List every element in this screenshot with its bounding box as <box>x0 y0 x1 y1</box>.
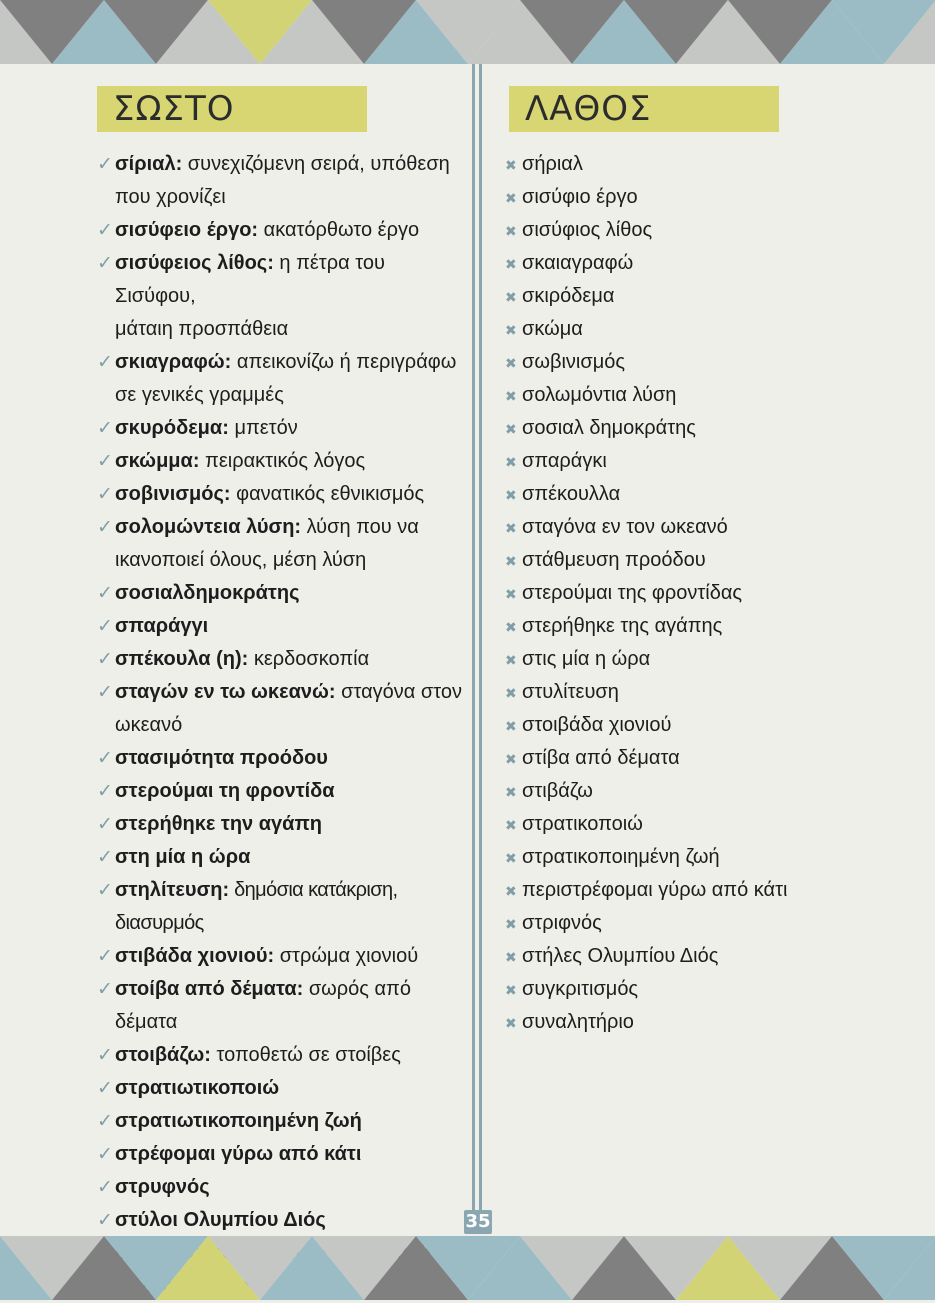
correct-entry <box>97 940 470 973</box>
top-triangle-border <box>0 0 935 64</box>
correct-term: στρυφνός <box>115 1176 210 1198</box>
correct-definition-continued: μάταιη προσπάθεια <box>115 318 289 340</box>
cross-icon: ✖ <box>505 355 517 371</box>
checkmark-icon: ✓ <box>97 748 113 769</box>
correct-term: σκώμμα: <box>115 450 200 472</box>
wrong-entry <box>505 445 925 478</box>
correct-definition: σωρός από δέματα <box>115 978 411 1033</box>
checkmark-icon: ✓ <box>97 253 113 274</box>
wrong-entry <box>505 1006 925 1039</box>
cross-icon: ✖ <box>505 850 517 866</box>
cross-icon: ✖ <box>505 454 517 470</box>
wrong-term: στερήθηκε της αγάπης <box>522 615 723 637</box>
wrong-term: σκαιαγραφώ <box>522 252 634 274</box>
correct-definition-continued: που χρονίζει <box>115 186 226 208</box>
correct-term: σταγών εν τω ωκεανώ: <box>115 681 336 703</box>
correct-term: στασιμότητα προόδου <box>115 747 328 769</box>
correct-term: σπαράγγι <box>115 615 209 637</box>
checkmark-icon: ✓ <box>97 1177 113 1198</box>
wrong-term: στάθμευση προόδου <box>522 549 706 571</box>
wrong-term: σωβινισμός <box>522 351 625 373</box>
wrong-term: σταγόνα εν τον ωκεανό <box>522 516 728 538</box>
correct-definition: δημόσια κατάκριση, διασυρμός <box>115 879 398 934</box>
checkmark-icon: ✓ <box>97 1144 113 1165</box>
correct-entry <box>97 1138 470 1171</box>
wrong-term: συναλητήριο <box>522 1011 634 1033</box>
checkmark-icon: ✓ <box>97 352 113 373</box>
wrong-term: σισύφιο έργο <box>522 186 638 208</box>
correct-term: στρέφομαι γύρω από κάτι <box>115 1143 362 1165</box>
checkmark-icon: ✓ <box>97 220 113 241</box>
checkmark-icon: ✓ <box>97 979 113 1000</box>
correct-entry <box>97 247 470 346</box>
wrong-term: σπέκουλλα <box>522 483 621 505</box>
cross-icon: ✖ <box>505 1015 517 1031</box>
wrong-entry <box>505 742 925 775</box>
correct-entry <box>97 841 470 874</box>
wrong-term: στρατικοποιώ <box>522 813 643 835</box>
wrong-entry <box>505 511 925 544</box>
correct-entry <box>97 610 470 643</box>
wrong-entry <box>505 610 925 643</box>
checkmark-icon: ✓ <box>97 781 113 802</box>
correct-entry <box>97 1204 470 1237</box>
correct-definition: απεικονίζω ή περιγράφω <box>231 351 457 373</box>
wrong-entry <box>505 808 925 841</box>
checkmark-icon: ✓ <box>97 880 113 901</box>
checkmark-icon: ✓ <box>97 616 113 637</box>
correct-entry <box>97 214 470 247</box>
wrong-term: στυλίτευση <box>522 681 619 703</box>
wrong-term: στις μία η ώρα <box>522 648 651 670</box>
cross-icon: ✖ <box>505 421 517 437</box>
correct-term: σκυρόδεμα: <box>115 417 229 439</box>
wrong-entry <box>505 907 925 940</box>
checkmark-icon: ✓ <box>97 814 113 835</box>
wrong-entry <box>505 841 925 874</box>
wrong-entry <box>505 412 925 445</box>
wrong-term: σκώμα <box>522 318 583 340</box>
wrong-entry <box>505 643 925 676</box>
cross-icon: ✖ <box>505 520 517 536</box>
correct-definition: σταγόνα στον <box>335 681 462 703</box>
correct-entry <box>97 1105 470 1138</box>
correct-term: στοιβάζω: <box>115 1044 211 1066</box>
correct-entry <box>97 808 470 841</box>
wrong-entry <box>505 676 925 709</box>
wrong-entry <box>505 313 925 346</box>
wrong-term: στριφνός <box>522 912 602 934</box>
correct-term: σοσιαλδημοκράτης <box>115 582 300 604</box>
cross-icon: ✖ <box>505 157 517 173</box>
correct-entry <box>97 676 470 742</box>
wrong-header-label: ΛΑΘΟΣ <box>525 89 652 129</box>
wrong-term: στήλες Ολυμπίου Διός <box>522 945 719 967</box>
correct-entry <box>97 643 470 676</box>
correct-term: σοβινισμός: <box>115 483 231 505</box>
checkmark-icon: ✓ <box>97 847 113 868</box>
correct-term: στιβάδα χιονιού: <box>115 945 275 967</box>
wrong-entry <box>505 478 925 511</box>
correct-term: στρατιωτικοποιημένη ζωή <box>115 1110 362 1132</box>
wrong-entry <box>505 247 925 280</box>
cross-icon: ✖ <box>505 916 517 932</box>
wrong-entry <box>505 379 925 412</box>
wrong-term: σολωμόντια λύση <box>522 384 677 406</box>
correct-definition: κερδοσκοπία <box>248 648 370 670</box>
cross-icon: ✖ <box>505 190 517 206</box>
wrong-entry <box>505 709 925 742</box>
correct-entry <box>97 973 470 1039</box>
correct-definition: φανατικός εθνικισμός <box>230 483 425 505</box>
cross-icon: ✖ <box>505 949 517 965</box>
wrong-entry <box>505 346 925 379</box>
wrong-term: συγκριτισμός <box>522 978 639 1000</box>
checkmark-icon: ✓ <box>97 517 113 538</box>
checkmark-icon: ✓ <box>97 649 113 670</box>
cross-icon: ✖ <box>505 322 517 338</box>
correct-definition: μπετόν <box>228 417 298 439</box>
cross-icon: ✖ <box>505 586 517 602</box>
wrong-term: σισύφιος λίθος <box>522 219 653 241</box>
cross-icon: ✖ <box>505 751 517 767</box>
cross-icon: ✖ <box>505 982 517 998</box>
cross-icon: ✖ <box>505 685 517 701</box>
checkmark-icon: ✓ <box>97 154 113 175</box>
correct-column-header <box>97 86 367 132</box>
checkmark-icon: ✓ <box>97 946 113 967</box>
wrong-entry <box>505 214 925 247</box>
correct-term: στερούμαι τη φροντίδα <box>115 780 335 802</box>
wrong-term: σπαράγκι <box>522 450 607 472</box>
wrong-list <box>505 148 925 1039</box>
column-divider <box>470 64 484 1210</box>
correct-definition: ακατόρθωτο έργο <box>258 219 420 241</box>
wrong-entry <box>505 544 925 577</box>
cross-icon: ✖ <box>505 553 517 569</box>
correct-definition: πειρακτικός λόγος <box>199 450 366 472</box>
correct-definition: λύση που να <box>301 516 419 538</box>
correct-definition: η πέτρα του Σισύφου, <box>115 252 385 307</box>
wrong-term: σοσιαλ δημοκράτης <box>522 417 696 439</box>
correct-entry <box>97 412 470 445</box>
wrong-entry <box>505 940 925 973</box>
cross-icon: ✖ <box>505 652 517 668</box>
correct-entry <box>97 346 470 412</box>
wrong-term: σήριαλ <box>522 153 583 175</box>
cross-icon: ✖ <box>505 487 517 503</box>
correct-term: στοίβα από δέματα: <box>115 978 304 1000</box>
wrong-term: σκιρόδεμα <box>522 285 615 307</box>
cross-icon: ✖ <box>505 817 517 833</box>
correct-term: στηλίτευση: <box>115 879 230 901</box>
correct-entry <box>97 478 470 511</box>
correct-entry <box>97 445 470 478</box>
wrong-entry <box>505 577 925 610</box>
cross-icon: ✖ <box>505 256 517 272</box>
correct-definition: στρώμα χιονιού <box>274 945 419 967</box>
correct-entry <box>97 148 470 214</box>
wrong-entry <box>505 775 925 808</box>
correct-definition: τοποθετώ σε στοίβες <box>210 1044 401 1066</box>
wrong-term: στερούμαι της φροντίδας <box>522 582 743 604</box>
wrong-term: στιβάζω <box>522 780 593 802</box>
wrong-term: στοιβάδα χιονιού <box>522 714 672 736</box>
correct-term: στρατιωτικοποιώ <box>115 1077 280 1099</box>
correct-entry <box>97 775 470 808</box>
checkmark-icon: ✓ <box>97 1210 113 1231</box>
correct-definition-continued: σε γενικές γραμμές <box>115 384 284 406</box>
cross-icon: ✖ <box>505 784 517 800</box>
correct-entry <box>97 874 470 940</box>
cross-icon: ✖ <box>505 883 517 899</box>
correct-definition: συνεχιζόμενη σειρά, υπόθεση <box>182 153 450 175</box>
checkmark-icon: ✓ <box>97 1078 113 1099</box>
wrong-entry <box>505 148 925 181</box>
correct-entry <box>97 577 470 610</box>
checkmark-icon: ✓ <box>97 484 113 505</box>
wrong-entry <box>505 973 925 1006</box>
cross-icon: ✖ <box>505 619 517 635</box>
correct-term: σπέκουλα (η): <box>115 648 249 670</box>
correct-entry <box>97 742 470 775</box>
correct-definition-continued: ωκεανό <box>115 714 183 736</box>
wrong-entry <box>505 874 925 907</box>
correct-term: στη μία η ώρα <box>115 846 251 868</box>
wrong-term: περιστρέφομαι γύρω από κάτι <box>522 879 788 901</box>
correct-list <box>97 148 470 1303</box>
correct-entry <box>97 1171 470 1204</box>
checkmark-icon: ✓ <box>97 451 113 472</box>
correct-definition-continued: ικανοποιεί όλους, μέση λύση <box>115 549 367 571</box>
correct-term: σολομώντεια λύση: <box>115 516 302 538</box>
cross-icon: ✖ <box>505 388 517 404</box>
correct-term: στύλοι Ολυμπίου Διός <box>115 1209 326 1231</box>
correct-term: σίριαλ: <box>115 153 183 175</box>
correct-entry <box>97 1072 470 1105</box>
correct-term: σισύφειο έργο: <box>115 219 259 241</box>
cross-icon: ✖ <box>505 223 517 239</box>
wrong-column-header <box>509 86 779 132</box>
correct-entry <box>97 1039 470 1072</box>
correct-header-label: ΣΩΣΤΟ <box>113 89 235 129</box>
checkmark-icon: ✓ <box>97 418 113 439</box>
wrong-entry <box>505 280 925 313</box>
correct-entry <box>97 511 470 577</box>
correct-term: σκιαγραφώ: <box>115 351 232 373</box>
page-number: 35 <box>465 1211 491 1232</box>
cross-icon: ✖ <box>505 718 517 734</box>
wrong-term: στρατικοποιημένη ζωή <box>522 846 720 868</box>
wrong-entry <box>505 181 925 214</box>
cross-icon: ✖ <box>505 289 517 305</box>
checkmark-icon: ✓ <box>97 1045 113 1066</box>
wrong-term: στίβα από δέματα <box>522 747 680 769</box>
correct-term: στερήθηκε την αγάπη <box>115 813 322 835</box>
checkmark-icon: ✓ <box>97 583 113 604</box>
checkmark-icon: ✓ <box>97 1111 113 1132</box>
correct-term: σισύφειος λίθος: <box>115 252 274 274</box>
checkmark-icon: ✓ <box>97 682 113 703</box>
bottom-triangle-border <box>0 1236 935 1300</box>
